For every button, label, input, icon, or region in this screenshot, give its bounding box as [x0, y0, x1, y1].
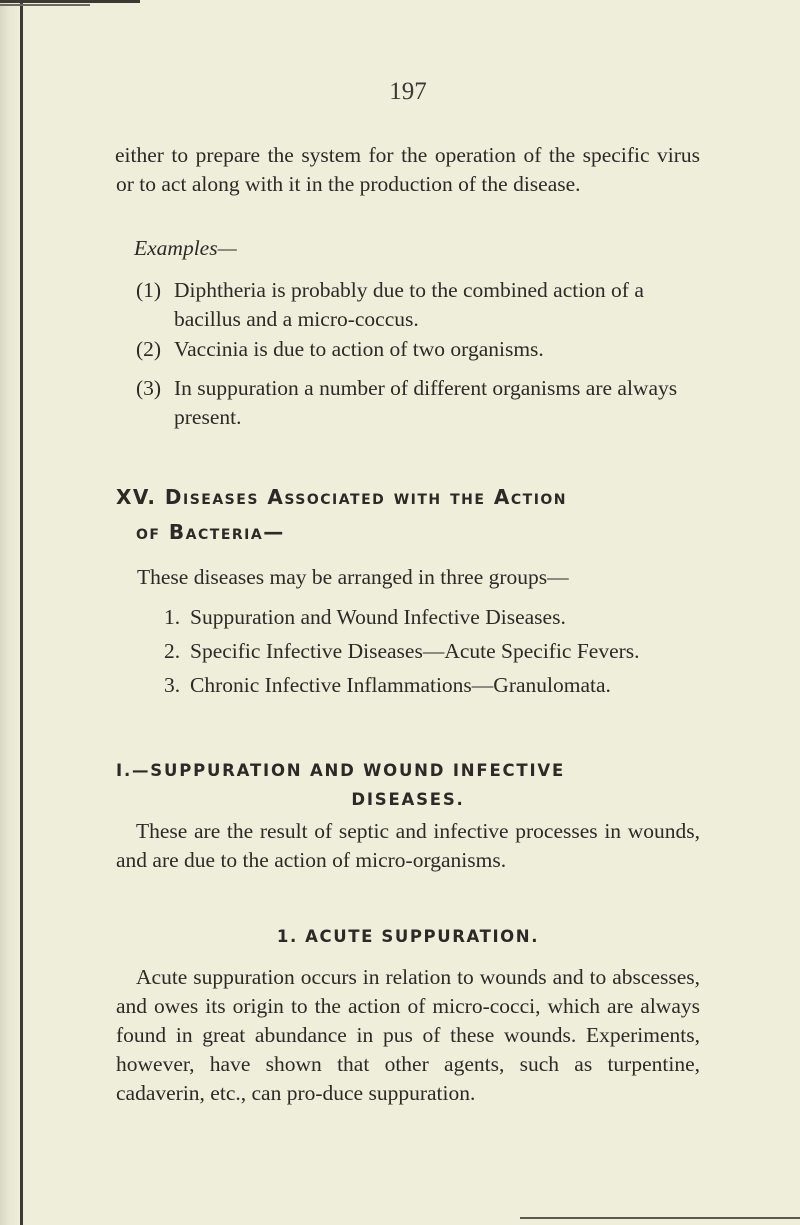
binding-edge-line [20, 0, 23, 1225]
book-spine-shadow [0, 0, 22, 1225]
top-edge-line [0, 0, 140, 3]
group-text: Specific Infective Diseases—Acute Specific Fevers. [190, 639, 640, 663]
bottom-edge-line [520, 1217, 800, 1219]
example-item [116, 276, 700, 334]
group-item [164, 603, 704, 632]
section-i-paragraph: These are the result of septic and infective processes in wounds, and are due to the action of micro-organisms. [116, 819, 700, 872]
group-item [164, 637, 704, 666]
example-text: In suppuration a number of different organisms are always present. [174, 376, 678, 429]
top-edge-line-secondary [0, 4, 90, 6]
example-text: Diphtheria is probably due to the combined action of a bacillus and a micro-coccus. [174, 278, 644, 331]
groups-intro: These diseases may be arranged in three groups— [137, 565, 569, 589]
example-item [116, 335, 700, 364]
group-number: 2. [164, 639, 181, 663]
page-number: 197 [389, 78, 427, 105]
example-number: (3) [136, 376, 162, 400]
section-xv-heading-line2: of Bacteria— [136, 520, 285, 544]
section-xv-heading-line1: XV. Diseases Associated with the Action [116, 485, 568, 509]
subsection-1-heading: 1. ACUTE SUPPURATION. [276, 927, 540, 946]
intro-paragraph: either to prepare the system for the operation of the specific virus or to act along with it in the production of the disease. [115, 143, 700, 196]
examples-label: Examples— [134, 236, 237, 260]
section-i-heading-line1: I.—SUPPURATION AND WOUND INFECTIVE [116, 761, 566, 780]
group-text: Suppuration and Wound Infective Diseases. [190, 605, 566, 629]
group-text: Chronic Infective Inflammations—Granulomata. [190, 673, 611, 697]
example-number: (1) [136, 278, 162, 302]
section-i-heading-line2: DISEASES. [351, 790, 465, 809]
group-number: 1. [164, 605, 181, 629]
subsection-1-paragraph: Acute suppuration occurs in relation to wounds and to abscesses, and owes its origin to the action of micro-cocci, which are always found in great abundance in pus of these wounds. Experiments, however, have shown that other agents, such as turpentine, cadaverin, etc., can pro-duce suppuration. [116, 965, 700, 1105]
group-number: 3. [164, 673, 181, 697]
example-number: (2) [136, 337, 162, 361]
example-item [116, 374, 700, 432]
example-text: Vaccinia is due to action of two organisms. [174, 337, 544, 361]
group-item [164, 671, 704, 700]
